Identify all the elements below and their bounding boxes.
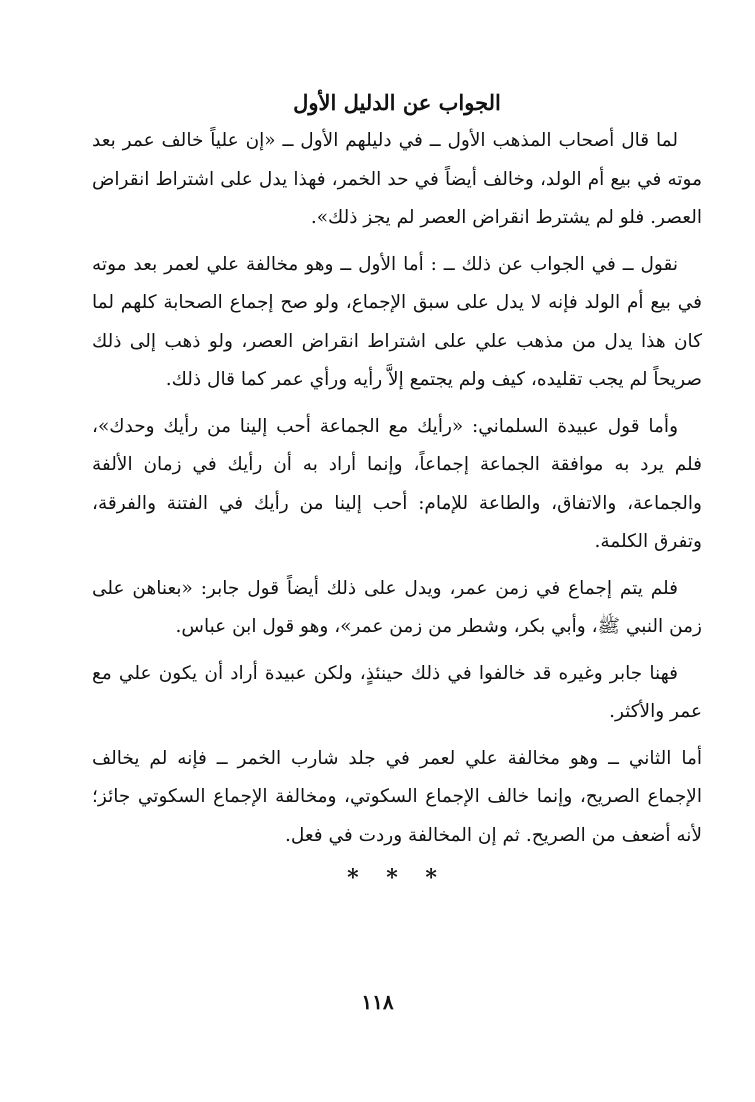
- paragraph: وأما قول عبيدة السلماني: «رأيك مع الجماعة أحب إلينا من رأيك وحدك»، فلم يرد به موافقة الجماعة إجماعاً، وإنما أراد به أن رأيك في زمان الألفة والجماعة، والاتفاق، والطاعة للإمام: أحب إلينا من رأيك في الفتنة والفرقة، وتفرق الكلمة.: [92, 415, 702, 552]
- section-separator: * * *: [347, 865, 447, 891]
- section-heading: الجواب عن الدليل الأول: [293, 90, 501, 115]
- paragraph: فلم يتم إجماع في زمن عمر، ويدل على ذلك أيضاً قول جابر: «بعناهن على زمن النبي ﷺ، وأبي بكر، وشطر من زمن عمر»، وهو قول ابن عباس.: [92, 577, 702, 637]
- paragraph: نقول ــ في الجواب عن ذلك ــ : أما الأول ــ وهو مخالفة علي لعمر بعد موته في بيع أم الولد فإنه لا يدل على سبق الإجماع، ولو صح إجماع الصحابة كلهم لما كان هذا يدل من مذهب علي على اشتراط انقراض العصر، ولو ذهب إلى ذلك صريحاً لم يجب تقليده، كيف ولم يجتمع إلاَّ رأيه ورأي عمر كما قال ذلك.: [92, 253, 702, 390]
- paragraph: لما قال أصحاب المذهب الأول ــ في دليلهم الأول ــ «إن علياً خالف عمر بعد موته في بيع أم الولد، وخالف أيضاً في حد الخمر، فهذا يدل على اشتراط انقراض العصر. فلو لم يشترط انقراض العصر لم يجز ذلك».: [92, 130, 702, 228]
- paragraph: أما الثاني ــ وهو مخالفة علي لعمر في جلد شارب الخمر ــ فإنه لم يخالف الإجماع الصريح، وإنما خالف الإجماع السكوتي، ومخالفة الإجماع السكوتي جائز؛ لأنه أضعف من الصريح. ثم إن المخالفة وردت في فعل.: [92, 747, 702, 846]
- page-body: [92, 88, 702, 893]
- paragraph: فهنا جابر وغيره قد خالفوا في ذلك حينئذٍ، ولكن عبيدة أراد أن يكون علي مع عمر والأكثر.: [92, 662, 702, 722]
- page-number: ١١٨: [361, 990, 394, 1014]
